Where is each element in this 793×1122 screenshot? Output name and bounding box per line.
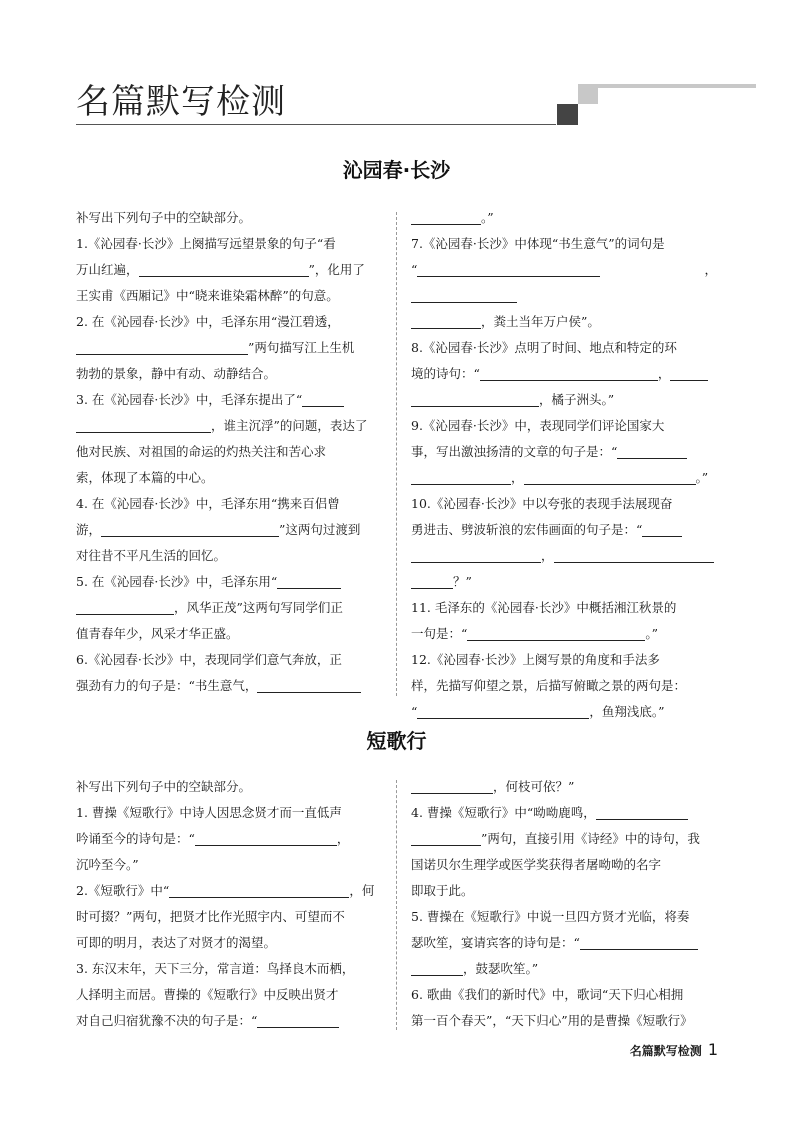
text-line: 游， ”这两句过渡到	[76, 522, 361, 537]
text-line: 王实甫《西厢记》中“晓来谁染霜林醉”的句意。	[76, 288, 339, 303]
footer-label: 名篇默写检测	[629, 1044, 702, 1058]
text-line: ”两句描写江上生机	[76, 335, 382, 361]
text-line: 勃勃的景象，静中有动、动静结合。	[76, 366, 277, 381]
text-line: 时可掇？”两句，把贤才比作光照宇内、可望而不	[76, 909, 345, 924]
answer-blank[interactable]	[417, 260, 600, 277]
answer-blank[interactable]	[670, 364, 708, 381]
section-title-duangexing: 短歌行	[366, 729, 427, 753]
text-line: 样，先描写仰望之景，后描写俯瞰之景的两句是：	[411, 678, 687, 693]
text-line: 瑟吹笙，宴请宾客的诗句是：“	[411, 930, 717, 956]
text-line: 3. 在《沁园春·长沙》中，毛泽东提出了“	[76, 387, 382, 413]
text-line: 对往昔不平凡生活的回忆。	[76, 548, 227, 563]
text-line: 值青春年少，风采才华正盛。	[76, 626, 239, 641]
answer-blank[interactable]	[302, 390, 344, 407]
answer-blank[interactable]	[411, 777, 493, 794]
text-line: 对自己归宿犹豫不决的句子是：“	[76, 1008, 382, 1034]
header-decoration-bar	[596, 84, 756, 88]
text-line: 1.《沁园春·长沙》上阕描写远望景象的句子“看	[76, 236, 336, 251]
text-line: 4. 在《沁园春·长沙》中，毛泽东用“携来百侣曾	[76, 496, 340, 511]
text-line: 9.《沁园春·长沙》中，表现同学们评论国家大	[411, 418, 665, 433]
header-decoration-dark-square	[557, 104, 578, 125]
text-line: 2.《短歌行》中“ ，何	[76, 883, 375, 898]
answer-blank[interactable]	[417, 702, 589, 719]
text-line: 强劲有力的句子是：“书生意气，	[76, 673, 382, 699]
text-line: 他对民族、对祖国的命运的灼热关注和苦心求	[76, 444, 327, 459]
answer-blank[interactable]	[76, 416, 211, 433]
answer-blank[interactable]	[617, 442, 687, 459]
answer-blank[interactable]	[411, 959, 463, 976]
text-line: ？”	[411, 569, 717, 595]
section1-left-column	[76, 205, 382, 699]
text-line: 6. 歌曲《我们的新时代》中，歌词“天下归心相拥	[411, 987, 684, 1002]
text-line: 4. 曹操《短歌行》中“呦呦鹿鸣，	[411, 800, 717, 826]
text-line: ，谁主沉浮”的问题，表达了	[76, 413, 382, 439]
answer-blank[interactable]	[257, 676, 361, 693]
answer-blank[interactable]	[257, 1011, 339, 1028]
text-line: 事，写出激浊扬清的文章的句子是：“	[411, 439, 717, 465]
text-line: 8.《沁园春·长沙》点明了时间、地点和特定的环	[411, 340, 677, 355]
answer-blank[interactable]	[101, 520, 279, 537]
text-line: ，	[411, 543, 717, 569]
text-line: ，鼓瑟吹笙。”	[411, 956, 717, 982]
text-line: 7.《沁园春·长沙》中体现“书生意气”的词句是	[411, 236, 665, 251]
text-line: 3. 东汉末年，天下三分，常言道：鸟择良木而栖，	[76, 961, 355, 976]
answer-blank[interactable]	[195, 829, 337, 846]
answer-blank[interactable]	[411, 312, 481, 329]
answer-blank[interactable]	[411, 390, 539, 407]
answer-blank[interactable]	[480, 364, 658, 381]
text-line: 境的诗句：“ ，	[411, 361, 717, 387]
text-line: 即取于此。	[411, 883, 474, 898]
answer-blank[interactable]	[277, 572, 341, 589]
answer-blank[interactable]	[139, 260, 309, 277]
text-line: ，粪土当年万户侯”。	[411, 309, 717, 335]
answer-blank[interactable]	[411, 829, 481, 846]
text-line: 1. 曹操《短歌行》中诗人因思念贤才而一直低声	[76, 805, 342, 820]
answer-blank[interactable]	[467, 624, 645, 641]
answer-blank[interactable]	[524, 468, 696, 485]
text-line: 。”	[411, 205, 717, 231]
text-line: 11. 毛泽东的《沁园春·长沙》中概括湘江秋景的	[411, 600, 677, 615]
text-line: 12.《沁园春·长沙》上阕写景的角度和手法多	[411, 652, 660, 667]
text-line: 10.《沁园春·长沙》中以夸张的表现手法展现奋	[411, 496, 673, 511]
answer-blank[interactable]	[411, 208, 481, 225]
section2-left-column	[76, 774, 382, 1034]
text-line: 5. 曹操在《短歌行》中说一旦四方贤才光临，将奏	[411, 909, 690, 924]
text-line: 2. 在《沁园春·长沙》中，毛泽东用“漫江碧透，	[76, 314, 340, 329]
text-line: 沉吟至今。”	[76, 857, 139, 872]
text-line: 补写出下列句子中的空缺部分。	[76, 779, 252, 794]
answer-blank[interactable]	[169, 881, 349, 898]
column-divider	[396, 212, 397, 696]
answer-blank[interactable]	[411, 468, 511, 485]
page-footer	[630, 1040, 718, 1059]
text-line: 5. 在《沁园春·长沙》中，毛泽东用“	[76, 569, 382, 595]
text-line: 第一百个春天”，“天下归心”用的是曹操《短歌行》	[411, 1013, 693, 1028]
text-line: 可即的明月，表达了对贤才的渴望。	[76, 935, 277, 950]
text-line: 一句是：“ 。”	[411, 626, 659, 641]
page-number: 1	[707, 1040, 718, 1059]
text-line: “ ，	[411, 257, 717, 309]
answer-blank[interactable]	[76, 338, 248, 355]
answer-blank[interactable]	[596, 803, 688, 820]
text-line: ， 。”	[411, 465, 717, 491]
section2-right-column	[411, 774, 717, 1034]
text-line: 人择明主而居。曹操的《短歌行》中反映出贤才	[76, 987, 339, 1002]
text-line: 勇进击、劈波斩浪的宏伟画面的句子是：“	[411, 517, 717, 543]
text-line: 国诺贝尔生理学或医学奖获得者屠呦呦的名字	[411, 857, 662, 872]
header-rule	[76, 124, 556, 125]
text-line: 索，体现了本篇的中心。	[76, 470, 214, 485]
text-line: ”两句，直接引用《诗经》中的诗句，我	[411, 826, 717, 852]
column-divider	[396, 780, 397, 1030]
text-line: “ ，鱼翔浅底。”	[411, 704, 665, 719]
text-line: ，何枝可依？”	[411, 774, 717, 800]
answer-blank[interactable]	[642, 520, 682, 537]
text-line: 6.《沁园春·长沙》中，表现同学们意气奔放，正	[76, 652, 342, 667]
page-title: 名篇默写检测	[76, 82, 286, 122]
answer-blank[interactable]	[411, 572, 453, 589]
answer-blank[interactable]	[411, 546, 541, 563]
header-decoration-light-square	[578, 84, 598, 104]
answer-blank[interactable]	[76, 598, 174, 615]
text-line: 万山红遍， ”，化用了	[76, 262, 365, 277]
text-line: 吟诵至今的诗句是：“ ，	[76, 831, 350, 846]
answer-blank[interactable]	[411, 286, 517, 303]
text-line: 补写出下列句子中的空缺部分。	[76, 210, 252, 225]
text-line: ，橘子洲头。”	[411, 387, 717, 413]
text-line: ，风华正茂”这两句写同学们正	[76, 595, 382, 621]
answer-blank[interactable]	[580, 933, 698, 950]
section-title-qinyuanchun: 沁园春·长沙	[342, 158, 451, 182]
answer-blank[interactable]	[554, 546, 714, 563]
section1-right-column	[411, 205, 717, 725]
